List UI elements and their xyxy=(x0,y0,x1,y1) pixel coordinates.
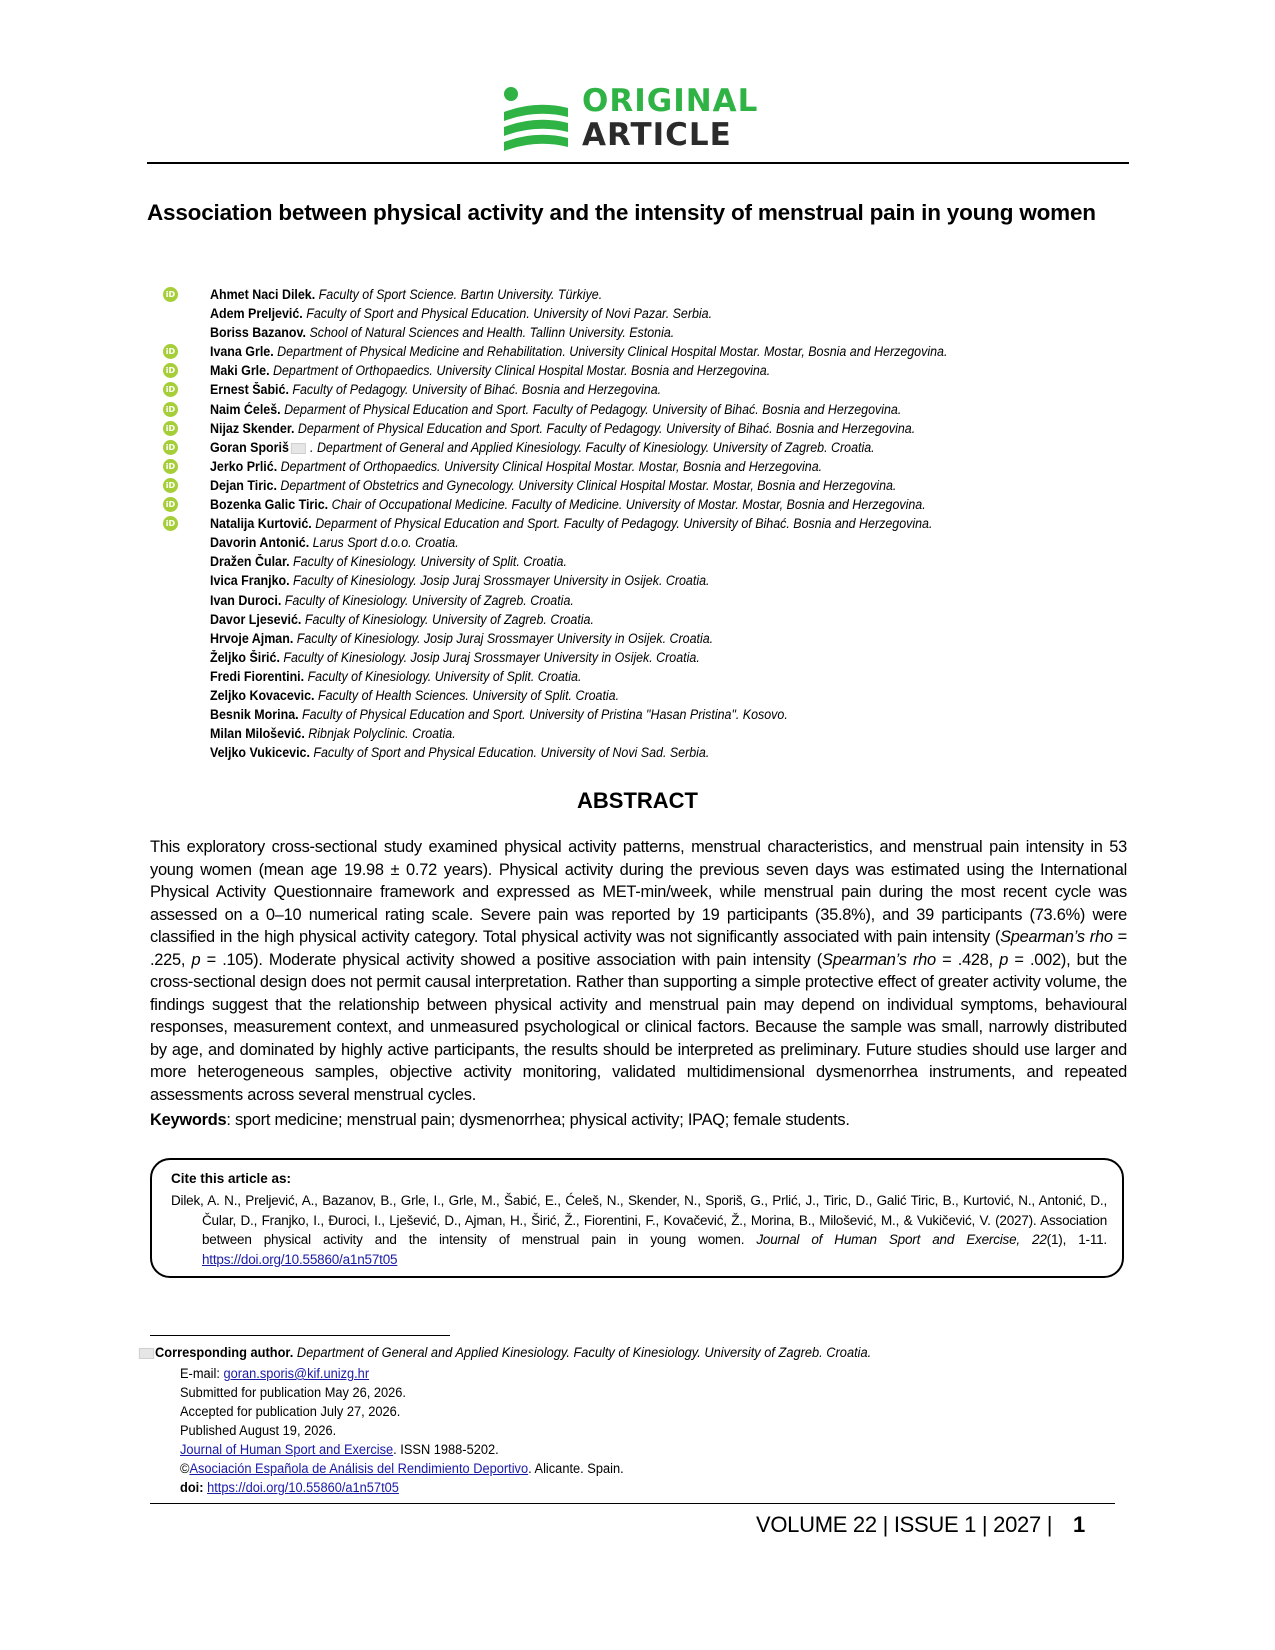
author-name: Ernest Šabić. xyxy=(210,382,289,398)
author-affiliation: Faculty of Kinesiology. University of Zagreb. Croatia. xyxy=(281,592,574,608)
mail-icon xyxy=(139,1348,154,1359)
keywords-list: : sport medicine; menstrual pain; dysmenorrhea; physical activity; IPAQ; female students. xyxy=(226,1111,850,1129)
citation-journal: Journal of Human Sport and Exercise, 22 xyxy=(756,1232,1047,1247)
author-name: Boriss Bazanov. xyxy=(210,325,306,341)
author-row xyxy=(163,323,1123,342)
page-number: 1 xyxy=(1073,1512,1086,1537)
author-affiliation: Faculty of Physical Education and Sport. University of Pristina "Hasan Pristina". Kosovo. xyxy=(298,707,788,723)
orcid-icon[interactable]: iD xyxy=(163,459,178,474)
author-affiliation: Faculty of Kinesiology. Josip Juraj Srossmayer University in Osijek. Croatia. xyxy=(289,573,710,589)
author-affiliation: Faculty of Kinesiology. University of Split. Croatia. xyxy=(289,554,567,570)
email-line: E-mail: goran.sporis@kif.unizg.hr xyxy=(180,1366,370,1381)
author-affiliation: Deparment of Physical Education and Sport. Faculty of Pedagogy. University of Bihać. Bosnia and Herzegovina. xyxy=(311,516,933,532)
orcid-icon[interactable]: iD xyxy=(163,402,178,417)
author-name: Bozenka Galic Tiric. xyxy=(210,497,329,513)
citation-label: Cite this article as: xyxy=(171,1171,292,1186)
publisher-link[interactable]: Asociación Española de Análisis del Rendimiento Deportivo xyxy=(189,1461,529,1476)
author-row xyxy=(163,629,1123,648)
orcid-icon[interactable]: iD xyxy=(163,382,178,397)
email-link[interactable]: goran.sporis@kif.unizg.hr xyxy=(223,1366,370,1381)
header-divider xyxy=(147,162,1129,164)
abstract-heading: ABSTRACT xyxy=(577,788,698,813)
author-row xyxy=(163,361,1123,380)
published-date: Published August 19, 2026. xyxy=(180,1423,337,1438)
author-row xyxy=(163,476,1123,495)
author-name: Zeljko Kovacevic. xyxy=(210,687,315,703)
author-row xyxy=(163,400,1123,419)
journal-line: Journal of Human Sport and Exercise. ISSN 1988-5202. xyxy=(180,1442,499,1457)
journal-link[interactable]: Journal of Human Sport and Exercise xyxy=(180,1442,394,1457)
orcid-icon[interactable]: iD xyxy=(163,440,178,455)
author-name: Davor Ljesević. xyxy=(210,611,302,627)
author-name: Ahmet Naci Dilek. xyxy=(210,287,316,302)
author-name: Ivica Franjko. xyxy=(210,573,290,589)
author-row xyxy=(163,419,1123,438)
author-name: Dejan Tiric. xyxy=(210,477,277,493)
author-affiliation: Faculty of Kinesiology. University of Split. Croatia. xyxy=(304,668,582,684)
author-affiliation: School of Natural Sciences and Health. Tallinn University. Estonia. xyxy=(305,325,675,341)
author-name: Maki Grle. xyxy=(210,363,270,379)
author-name: Goran Sporiš xyxy=(210,439,289,455)
footer-divider xyxy=(150,1503,1115,1504)
author-affiliation: Faculty of Kinesiology. Josip Juraj Srossmayer University in Osijek. Croatia. xyxy=(293,630,714,646)
author-name: Jerko Prlić. xyxy=(210,458,278,474)
author-name: Natalija Kurtović. xyxy=(210,516,312,532)
author-row xyxy=(163,571,1123,590)
author-row xyxy=(163,705,1123,724)
author-affiliation: Faculty of Sport and Physical Education. University of Novi Pazar. Serbia. xyxy=(302,306,713,322)
logo-text xyxy=(582,84,758,152)
orcid-icon[interactable]: iD xyxy=(163,516,178,531)
author-affiliation: Faculty of Sport Science. Bartın University. Türkiye. xyxy=(315,287,603,302)
author-row xyxy=(163,591,1123,610)
author-affiliation: Department of Physical Medicine and Rehabilitation. University Clinical Hospital Mostar. Mostar, Bosnia and Herzegovina. xyxy=(273,344,948,360)
author-affiliation: Deparment of Physical Education and Sport. Faculty of Pedagogy. University of Bihać. Bosnia and Herzegovina. xyxy=(294,420,916,436)
citation-text: Dilek, A. N., Preljević, A., Bazanov, B., Grle, I., Grle, M., Šabić, E., Ćeleš, N., Skender, N., Sporiš, G., Prlić, J., Tiric, D., Galić Tiric, B., Kurtović, N., Antonić, D., Čular, D., Franjko, I., Đuroci, I., Lješević, D., Ajman, H., Širić, Ž., Fiorentini, F., Kovačević, Ž., Morina, B., Milošević, M., & Vukičević, V. (2027). Association between physical activity and the intensity of menstrual pain in young women. Journal of Human Sport and Exercise, 22(1), 1-11. https://doi.org/10.55860/a1n57t05 xyxy=(171,1193,1107,1267)
author-affiliation: Deparment of Physical Education and Sport. Faculty of Pedagogy. University of Bihać. Bosnia and Herzegovina. xyxy=(280,401,902,417)
author-name: Fredi Fiorentini. xyxy=(210,668,305,684)
logo-line2: ARTICLE xyxy=(582,117,732,153)
submitted-date: Submitted for publication May 26, 2026. xyxy=(180,1385,407,1400)
author-affiliation: Faculty of Sport and Physical Education. University of Novi Sad. Serbia. xyxy=(309,745,710,761)
orcid-icon[interactable]: iD xyxy=(163,478,178,493)
author-name: Veljko Vukicevic. xyxy=(210,745,310,761)
author-affiliation: Faculty of Pedagogy. University of Bihać. Bosnia and Herzegovina. xyxy=(288,382,662,398)
author-name: Željko Širić. xyxy=(210,649,280,665)
author-name: Naim Ćeleš. xyxy=(210,401,281,417)
doi-line: doi: https://doi.org/10.55860/a1n57t05 xyxy=(180,1480,399,1495)
author-list xyxy=(163,285,1123,762)
copyright-line: ©Asociación Española de Análisis del Rendimiento Deportivo. Alicante. Spain. xyxy=(180,1461,624,1476)
accepted-date: Accepted for publication July 27, 2026. xyxy=(180,1404,401,1419)
abstract-text: This exploratory cross-sectional study examined physical activity patterns, menstrual characteristics, and menstrual pain intensity in 53 young women (mean age 19.98 ± 0.72 years). Physical activity during the previous seven days was estimated using the International Physical Activity Questionnaire framework and expressed as MET-min/week, while menstrual pain during the most recent cycle was assessed on a 0–10 numerical rating scale. Severe pain was reported by 19 participants (35.8%), and 39 participants (73.6%) were classified in the high physical activity category. Total physical activity was not significantly associated with pain intensity (Spearman’s rho = .225, p = .105). Moderate physical activity showed a positive association with pain intensity (Spearman’s rho = .428, p = .002), but the cross-sectional design does not permit causal interpretation. Rather than supporting a simple protective effect of greater activity volume, the findings suggest that the relationship between physical activity and menstrual pain may depend on individual symptoms, behavioural responses, measurement context, and unmeasured psychological or clinical factors. Because the sample was small, narrowly distributed by age, and dominated by highly active participants, the results should be interpreted as preliminary. Future studies should use larger and more heterogeneous samples, objective activity monitoring, validated multidimensional dysmenorrhea instruments, and repeated assessments across several menstrual cycles. xyxy=(150,838,1127,1104)
keywords-label: Keywords xyxy=(150,1111,227,1129)
author-name: Milan Milošević. xyxy=(210,726,305,742)
orcid-icon[interactable]: iD xyxy=(163,421,178,436)
author-name: Nijaz Skender. xyxy=(210,420,295,436)
author-row xyxy=(163,495,1123,514)
orcid-icon[interactable]: iD xyxy=(163,344,178,359)
author-row xyxy=(163,304,1123,323)
author-row xyxy=(163,724,1123,743)
author-row xyxy=(163,438,1123,457)
mail-icon xyxy=(291,443,306,454)
keywords xyxy=(150,1111,1127,1130)
author-name: Ivan Duroci. xyxy=(210,592,282,608)
citation-doi-link[interactable]: https://doi.org/10.55860/a1n57t05 xyxy=(202,1251,398,1267)
paper-title: Association between physical activity and the intensity of menstrual pain in young women xyxy=(147,200,1096,225)
logo-line1: ORIGINAL xyxy=(582,83,759,119)
author-affiliation: . Department of General and Applied Kinesiology. Faculty of Kinesiology. University of Zagreb. Croatia. xyxy=(306,439,875,455)
author-affiliation: Ribnjak Polyclinic. Croatia. xyxy=(304,726,456,742)
orcid-icon[interactable]: iD xyxy=(163,287,178,302)
doi-link[interactable]: https://doi.org/10.55860/a1n57t05 xyxy=(207,1480,399,1495)
author-name: Adem Preljević. xyxy=(210,306,303,322)
author-name: Dražen Čular. xyxy=(210,554,290,570)
footnote-divider xyxy=(150,1335,450,1336)
author-name: Besnik Morina. xyxy=(210,707,299,723)
author-row xyxy=(163,342,1123,361)
author-row xyxy=(163,743,1123,762)
author-name: Davorin Antonić. xyxy=(210,535,310,551)
stripes-logo-icon xyxy=(502,86,570,152)
author-row xyxy=(163,285,1123,304)
author-name: Hrvoje Ajman. xyxy=(210,630,294,646)
orcid-icon[interactable]: iD xyxy=(163,363,178,378)
publication-info xyxy=(180,1364,624,1497)
author-affiliation: Faculty of Kinesiology. University of Zagreb. Croatia. xyxy=(301,611,594,627)
author-affiliation: Department of Orthopaedics. University Clinical Hospital Mostar. Bosnia and Herzegovina. xyxy=(269,363,771,379)
author-row xyxy=(163,457,1123,476)
author-row xyxy=(163,380,1123,399)
author-row xyxy=(163,610,1123,629)
volume-issue: VOLUME 22 | ISSUE 1 | 2027 | xyxy=(756,1512,1053,1537)
author-affiliation: Larus Sport d.o.o. Croatia. xyxy=(309,535,459,551)
author-row xyxy=(163,648,1123,667)
author-affiliation: Chair of Occupational Medicine. Faculty of Medicine. University of Mostar. Mostar, Bosnia and Herzegovina. xyxy=(328,497,926,513)
journal-logo xyxy=(502,83,782,154)
author-row xyxy=(163,667,1123,686)
author-row xyxy=(163,686,1123,705)
author-affiliation: Faculty of Kinesiology. Josip Juraj Srossmayer University in Osijek. Croatia. xyxy=(279,649,700,665)
author-row xyxy=(163,533,1123,552)
author-affiliation: Department of Obstetrics and Gynecology. University Clinical Hospital Mostar. Mostar, Bosnia and Herzegovina. xyxy=(276,477,897,493)
corresponding-author: Corresponding author. Department of General and Applied Kinesiology. Faculty of Kinesiology. University of Zagreb. Croatia. xyxy=(137,1345,871,1360)
orcid-icon[interactable]: iD xyxy=(163,497,178,512)
author-row xyxy=(163,552,1123,571)
author-affiliation: Department of Orthopaedics. University Clinical Hospital Mostar. Mostar, Bosnia and Herzegovina. xyxy=(277,458,823,474)
author-affiliation: Faculty of Health Sciences. University of Split. Croatia. xyxy=(314,687,620,703)
author-row xyxy=(163,514,1123,533)
author-name: Ivana Grle. xyxy=(210,344,274,360)
